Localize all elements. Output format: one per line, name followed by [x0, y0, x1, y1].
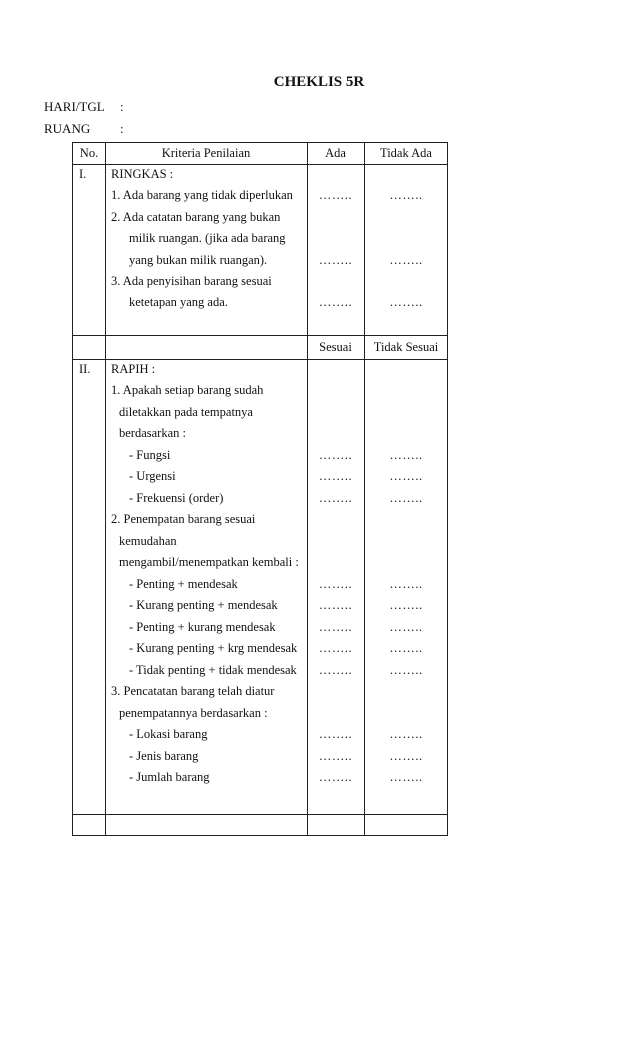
criteria-line: diletakkan pada tempatnya [119, 405, 253, 419]
tidak-sesuai-placeholder: …….. [389, 491, 423, 505]
page-title: CHEKLIS 5R [273, 74, 365, 90]
section-1-title: RINGKAS : [111, 167, 174, 181]
date-colon: : [120, 99, 124, 114]
tidak-sesuai-placeholder: …….. [389, 641, 423, 655]
criteria-line: 2. Penempatan barang sesuai [111, 512, 256, 526]
sesuai-placeholder: …….. [318, 727, 353, 741]
criteria-line: - Jumlah barang [129, 770, 210, 784]
criteria-line: - Jenis barang [129, 749, 199, 763]
criteria-line: 3. Pencatatan barang telah diatur [111, 684, 275, 698]
criteria-line: - Fungsi [129, 448, 171, 462]
criteria-line: milik ruangan. (jika ada barang [129, 231, 286, 245]
criteria-line: - Penting + kurang mendesak [129, 620, 276, 634]
column-divider [105, 143, 106, 835]
row-divider [73, 359, 447, 360]
subheader-sesuai: Sesuai [319, 340, 352, 354]
tidak-sesuai-placeholder: …….. [389, 770, 423, 784]
criteria-line: ketetapan yang ada. [129, 295, 228, 309]
sesuai-placeholder: …….. [318, 491, 353, 505]
checklist-table [72, 142, 448, 836]
sesuai-placeholder: …….. [318, 598, 353, 612]
criteria-line: berdasarkan : [119, 426, 186, 440]
tidak-sesuai-placeholder: …….. [389, 598, 423, 612]
row-divider [73, 164, 447, 165]
tidak-sesuai-placeholder: …….. [389, 727, 423, 741]
sesuai-placeholder: …….. [318, 749, 353, 763]
header-no: No. [79, 146, 99, 160]
header-tidak-ada: Tidak Ada [380, 146, 432, 160]
row-divider [73, 335, 447, 336]
date-label: HARI/TGL [44, 99, 105, 114]
sesuai-placeholder: …….. [318, 469, 353, 483]
tidak-sesuai-placeholder: …….. [389, 577, 423, 591]
criteria-line: 1. Ada barang yang tidak diperlukan [111, 188, 293, 202]
sesuai-placeholder: …….. [318, 770, 353, 784]
criteria-line: - Urgensi [129, 469, 176, 483]
row-divider [73, 814, 447, 815]
subheader-tidak-sesuai: Tidak Sesuai [373, 340, 439, 354]
tidak-ada-placeholder: …….. [389, 295, 423, 309]
criteria-line: 3. Ada penyisihan barang sesuai [111, 274, 272, 288]
criteria-line: kemudahan [119, 534, 177, 548]
ada-placeholder: …….. [318, 188, 353, 202]
ada-placeholder: …….. [318, 253, 353, 267]
room-label: RUANG [44, 121, 91, 136]
section-1-number: I. [79, 167, 87, 181]
criteria-line: penempatannya berdasarkan : [119, 706, 268, 720]
criteria-line: 1. Apakah setiap barang sudah [111, 383, 264, 397]
criteria-line: yang bukan milik ruangan). [129, 253, 268, 267]
criteria-line: - Lokasi barang [129, 727, 208, 741]
room-colon: : [120, 121, 124, 136]
section-2-number: II. [79, 362, 91, 376]
tidak-sesuai-placeholder: …….. [389, 448, 423, 462]
sesuai-placeholder: …….. [318, 620, 353, 634]
criteria-line: - Kurang penting + krg mendesak [129, 641, 298, 655]
sesuai-placeholder: …….. [318, 641, 353, 655]
criteria-line: mengambil/menempatkan kembali : [119, 555, 299, 569]
section-2-title: RAPIH : [111, 362, 156, 376]
criteria-line: - Frekuensi (order) [129, 491, 224, 505]
tidak-sesuai-placeholder: …….. [389, 620, 423, 634]
sesuai-placeholder: …….. [318, 448, 353, 462]
criteria-line: - Tidak penting + tidak mendesak [129, 663, 297, 677]
tidak-ada-placeholder: …….. [389, 253, 423, 267]
sesuai-placeholder: …….. [318, 577, 353, 591]
header-ada: Ada [325, 146, 346, 160]
tidak-sesuai-placeholder: …….. [389, 749, 423, 763]
header-criteria: Kriteria Penilaian [161, 146, 251, 160]
tidak-sesuai-placeholder: …….. [389, 663, 423, 677]
sesuai-placeholder: …….. [318, 663, 353, 677]
ada-placeholder: …….. [318, 295, 353, 309]
criteria-line: - Penting + mendesak [129, 577, 238, 591]
tidak-ada-placeholder: …….. [389, 188, 423, 202]
tidak-sesuai-placeholder: …….. [389, 469, 423, 483]
criteria-line: - Kurang penting + mendesak [129, 598, 278, 612]
criteria-line: 2. Ada catatan barang yang bukan [111, 210, 281, 224]
